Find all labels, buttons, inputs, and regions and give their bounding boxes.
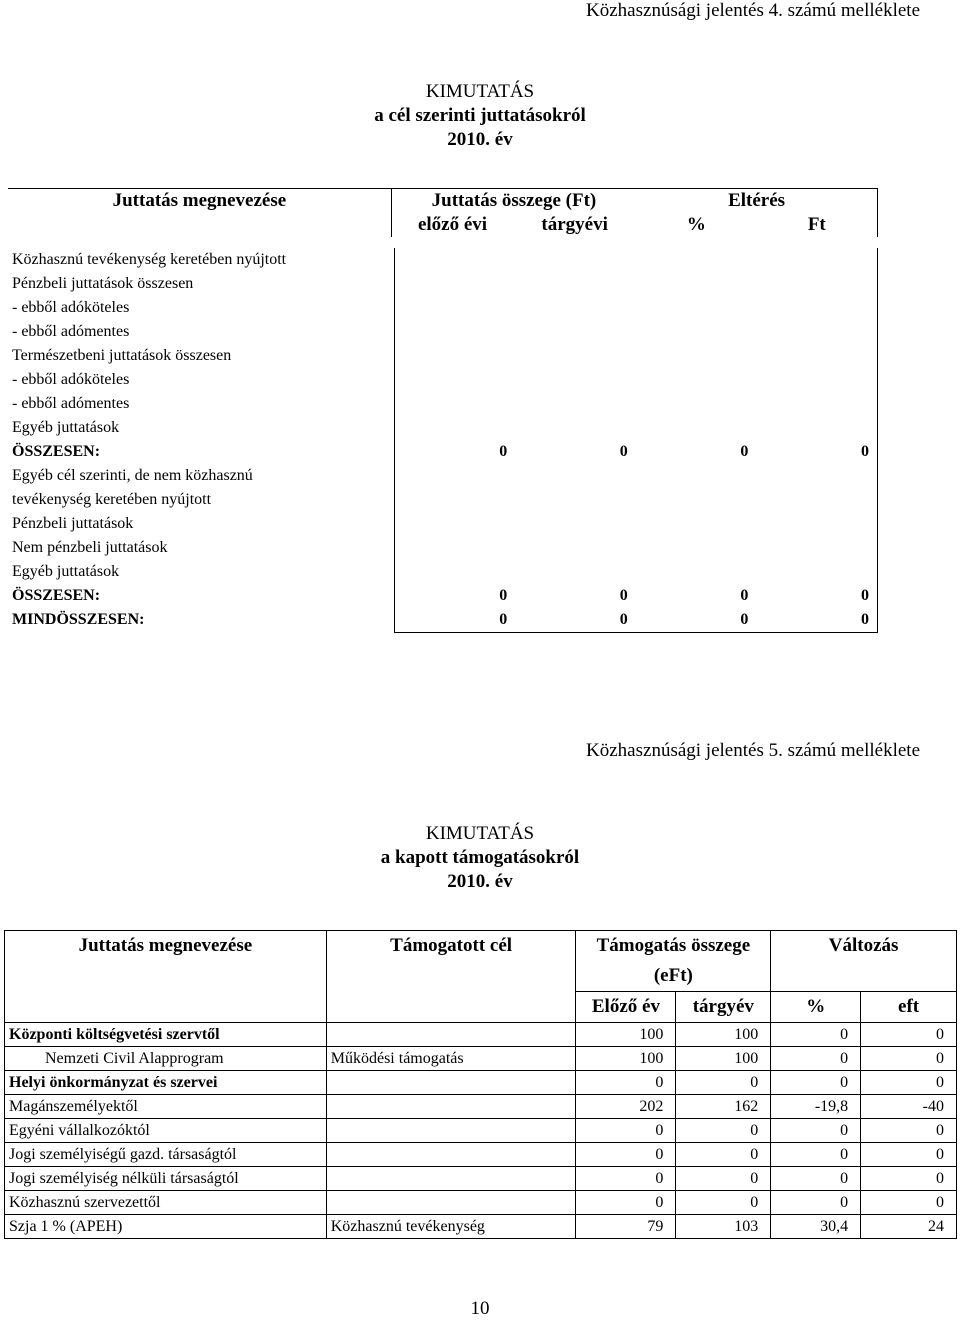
row-value-d [756, 560, 877, 584]
row-value-b [515, 512, 636, 536]
cell-eft: 0 [861, 1071, 957, 1095]
row-value-b [515, 392, 636, 416]
row-value-a [394, 272, 515, 296]
row-value-a [394, 560, 515, 584]
heading-2 [0, 822, 960, 894]
table-row [5, 1215, 957, 1239]
row-value-d: 0 [756, 608, 877, 633]
table-row [8, 536, 878, 560]
table-row [8, 368, 878, 392]
cell-goal [326, 1071, 576, 1095]
cell-pct: -19,8 [771, 1095, 861, 1119]
benefits-table-body [8, 248, 878, 633]
heading-2-year: 2010. év [447, 871, 513, 892]
col-header-ft: Ft [757, 213, 878, 237]
table-row [8, 248, 878, 272]
cell-pct: 0 [771, 1047, 861, 1071]
cell-curr: 0 [676, 1191, 771, 1215]
table-row [8, 512, 878, 536]
row-value-a [394, 296, 515, 320]
row-label: - ebből adómentes [12, 323, 130, 340]
cell-name: Központi költségvetési szervtől [5, 1023, 327, 1047]
row-value-c [636, 320, 757, 344]
cell-prev: 202 [576, 1095, 676, 1119]
cell-goal: Közhasznú tevékenység [326, 1215, 576, 1239]
cell-prev: 79 [576, 1215, 676, 1239]
row-label: Közhasznú tevékenység keretében nyújtott [12, 251, 287, 268]
cell-goal [326, 1167, 576, 1191]
row-value-a [394, 392, 515, 416]
row-label: - ebből adóköteles [12, 299, 130, 316]
cell-prev: 100 [576, 1023, 676, 1047]
cell-eft: 0 [861, 1119, 957, 1143]
cell-pct: 0 [771, 1191, 861, 1215]
col-header-name: Juttatás megnevezése [8, 189, 391, 214]
cell-eft: 0 [861, 1023, 957, 1047]
row-value-b [515, 416, 636, 440]
heading-1-title: KIMUTATÁS [425, 81, 535, 102]
table-row [8, 440, 878, 464]
cell-name: Szja 1 % (APEH) [5, 1215, 327, 1239]
row-value-c [636, 248, 757, 272]
row-value-a [394, 320, 515, 344]
cell-eft: 0 [861, 1167, 957, 1191]
cell-pct: 0 [771, 1023, 861, 1047]
row-value-c: 0 [740, 443, 749, 460]
row-value-b [515, 320, 636, 344]
annex-4-caption: Közhasznúsági jelentés 4. számú melléklete [586, 0, 920, 21]
row-value-b [515, 488, 636, 512]
row-value-c: 0 [740, 587, 749, 604]
row-value-a [394, 536, 515, 560]
row-label: - ebből adóköteles [12, 371, 130, 388]
row-value-c [636, 344, 757, 368]
cell-prev: 100 [576, 1047, 676, 1071]
row-value-b [515, 536, 636, 560]
row-value-c [636, 464, 757, 488]
row-value-c [636, 536, 757, 560]
cell-goal [326, 1023, 576, 1047]
row-value-d [756, 272, 877, 296]
cell-curr: 162 [676, 1095, 771, 1119]
cell-goal [326, 1095, 576, 1119]
row-value-b: 0 [515, 608, 636, 633]
cell-curr: 100 [676, 1023, 771, 1047]
benefits-table [8, 188, 878, 237]
row-value-c [636, 272, 757, 296]
cell-eft: 0 [861, 1143, 957, 1167]
row-label: - ebből adómentes [12, 395, 130, 412]
row-label: ÖSSZESEN: [12, 587, 101, 604]
cell-prev: 0 [576, 1167, 676, 1191]
heading-2-subtitle: a kapott támogatásokról [380, 847, 580, 868]
cell-goal [326, 1143, 576, 1167]
cell-prev: 0 [576, 1191, 676, 1215]
row-value-d [756, 488, 877, 512]
row-value-d [756, 248, 877, 272]
row-value-a [394, 488, 515, 512]
row-value-c [636, 488, 757, 512]
table-row [5, 1095, 957, 1119]
row-value-b [515, 296, 636, 320]
row-value-c [636, 512, 757, 536]
row-value-d [756, 392, 877, 416]
cell-curr: 0 [676, 1119, 771, 1143]
table-row [8, 272, 878, 296]
page-number: 10 [470, 1298, 490, 1319]
row-value-d [756, 512, 877, 536]
row-value-d: 0 [756, 440, 877, 464]
row-value-b [515, 560, 636, 584]
row-value-c [636, 560, 757, 584]
row-value-a: 0 [394, 608, 515, 633]
row-label: Természetbeni juttatások összesen [12, 347, 232, 364]
row-value-a [394, 344, 515, 368]
cell-eft: 0 [861, 1191, 957, 1215]
row-value-c [636, 416, 757, 440]
table-row [5, 1047, 957, 1071]
table-row [5, 1167, 957, 1191]
cell-prev: 0 [576, 1119, 676, 1143]
col-header-prev: előző évi [391, 213, 513, 237]
cell-name: Jogi személyiség nélküli társaságtól [5, 1167, 327, 1191]
heading-2-title: KIMUTATÁS [425, 823, 535, 844]
row-value-c [636, 296, 757, 320]
cell-pct: 0 [771, 1071, 861, 1095]
row-value-b [515, 344, 636, 368]
grants-table [4, 930, 957, 1239]
row-label: Nem pénzbeli juttatások [12, 539, 168, 556]
row-label: Pénzbeli juttatások [12, 515, 134, 532]
row-label: ÖSSZESEN: [12, 443, 101, 460]
col-header-diff: Eltérés [636, 189, 877, 214]
row-value-d [756, 416, 877, 440]
row-value-b [515, 464, 636, 488]
cell-pct: 0 [771, 1119, 861, 1143]
row-value-a [394, 248, 515, 272]
row-label: MINDÖSSZESEN: [12, 611, 145, 628]
row-value-d: 0 [756, 584, 877, 608]
row-value-c [636, 368, 757, 392]
row-value-b [515, 368, 636, 392]
row-value-b [515, 248, 636, 272]
cell-curr: 100 [676, 1047, 771, 1071]
row-value-a [394, 464, 515, 488]
col-header-name: Juttatás megnevezése [5, 931, 327, 1023]
cell-pct: 0 [771, 1167, 861, 1191]
table-row [8, 488, 878, 512]
cell-prev: 0 [576, 1143, 676, 1167]
table-row [5, 1023, 957, 1047]
table-row [8, 584, 878, 608]
table-subheader-row [8, 213, 878, 237]
row-value-a [394, 512, 515, 536]
cell-name: Jogi személyiségű gazd. társaságtól [5, 1143, 327, 1167]
row-value-d [756, 464, 877, 488]
cell-eft: 0 [861, 1047, 957, 1071]
cell-curr: 103 [676, 1215, 771, 1239]
col-header-prev: Előző év [576, 992, 676, 1023]
row-value-d [756, 344, 877, 368]
col-header-pct: % [686, 214, 706, 235]
table-header-row [8, 189, 878, 214]
row-label: Egyéb cél szerinti, de nem közhasznú [12, 467, 253, 484]
cell-eft: 24 [861, 1215, 957, 1239]
table-row [5, 1143, 957, 1167]
table-row [8, 464, 878, 488]
table-row [8, 608, 878, 633]
col-header-goal: Támogatott cél [326, 931, 576, 1023]
cell-name: Helyi önkormányzat és szervei [5, 1071, 327, 1095]
cell-pct: 0 [771, 1143, 861, 1167]
row-value-b [515, 272, 636, 296]
col-header-amount: Támogatás összege (eFt) [576, 931, 771, 992]
row-value-c: 0 [636, 608, 757, 633]
heading-1-subtitle: a cél szerinti juttatásokról [374, 105, 586, 126]
row-value-a: 0 [394, 584, 515, 608]
table-header-row [5, 931, 957, 992]
row-value-d [756, 368, 877, 392]
heading-1 [0, 80, 960, 152]
cell-curr: 0 [676, 1143, 771, 1167]
table-row [8, 416, 878, 440]
cell-curr: 0 [676, 1167, 771, 1191]
table-row [8, 392, 878, 416]
col-header-curr: tárgyévi [541, 214, 608, 235]
table-row [5, 1191, 957, 1215]
row-label: Egyéb juttatások [12, 419, 120, 436]
cell-goal [326, 1191, 576, 1215]
cell-curr: 0 [676, 1071, 771, 1095]
row-label: Egyéb juttatások [12, 563, 120, 580]
col-header-amount: Juttatás összege (Ft) [391, 189, 636, 214]
table-row [5, 1119, 957, 1143]
row-value-a: 0 [394, 440, 515, 464]
cell-eft: -40 [861, 1095, 957, 1119]
table-row [5, 1071, 957, 1095]
row-value-a [394, 416, 515, 440]
cell-name: Egyéni vállalkozóktól [5, 1119, 327, 1143]
annex-5-caption: Közhasznúsági jelentés 5. számú melléklete [586, 740, 920, 761]
cell-name: Nemzeti Civil Alapprogram [5, 1047, 327, 1071]
row-value-c [636, 392, 757, 416]
col-header-curr: tárgyév [676, 992, 771, 1023]
cell-name: Közhasznú szervezettől [5, 1191, 327, 1215]
row-label: tevékenység keretében nyújtott [12, 491, 212, 508]
row-value-a [394, 368, 515, 392]
cell-goal [326, 1119, 576, 1143]
row-value-d [756, 320, 877, 344]
col-header-eft: eft [861, 992, 957, 1023]
row-value-d [756, 296, 877, 320]
table-row [8, 296, 878, 320]
cell-pct: 30,4 [771, 1215, 861, 1239]
heading-1-year: 2010. év [447, 129, 513, 150]
row-label: Pénzbeli juttatások összesen [12, 275, 194, 292]
cell-prev: 0 [576, 1071, 676, 1095]
cell-name: Magánszemélyektől [5, 1095, 327, 1119]
col-header-pct: % [771, 992, 861, 1023]
row-value-b: 0 [619, 443, 628, 460]
table-row [8, 560, 878, 584]
table-row [8, 344, 878, 368]
col-header-change: Változás [771, 931, 957, 992]
cell-goal: Működési támogatás [326, 1047, 576, 1071]
row-value-d [756, 536, 877, 560]
row-value-b: 0 [619, 587, 628, 604]
table-row [8, 320, 878, 344]
